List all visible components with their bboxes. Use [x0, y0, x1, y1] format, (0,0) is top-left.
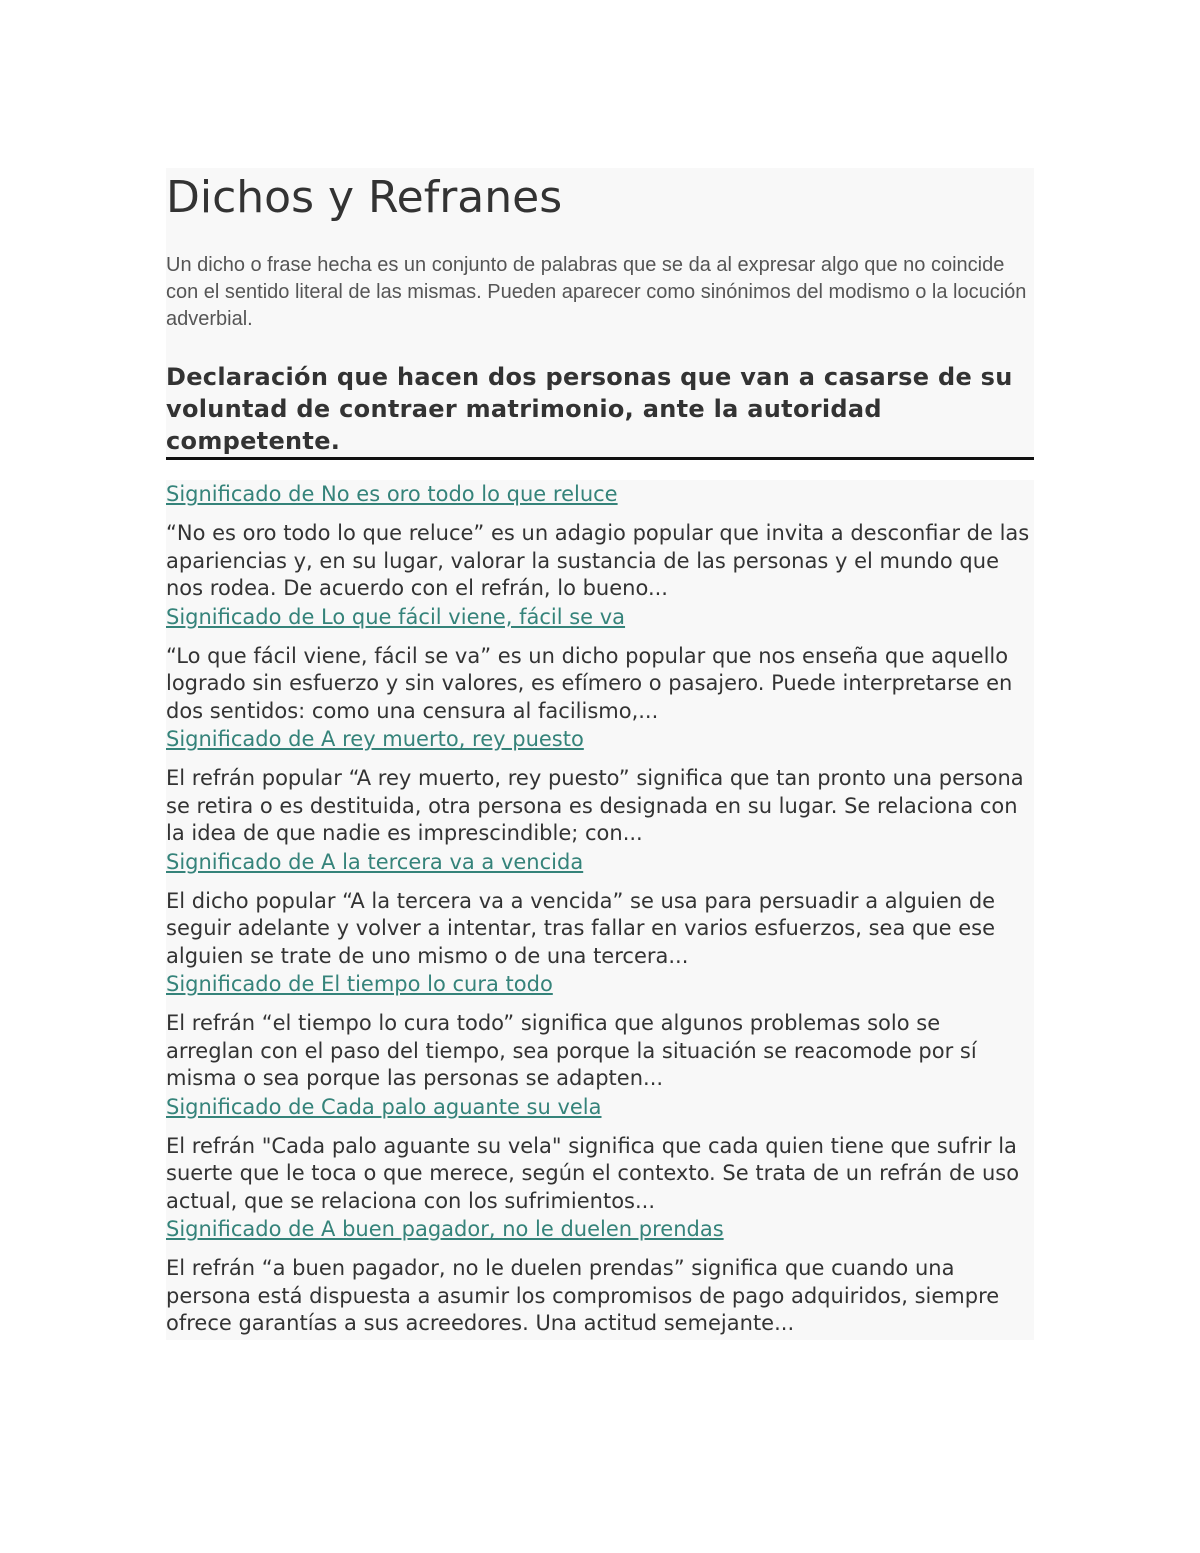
list-item	[166, 603, 1034, 726]
entry-link[interactable]: Significado de A rey muerto, rey puesto	[166, 727, 584, 751]
entries-list	[166, 480, 1034, 1340]
entry-link[interactable]: Significado de A buen pagador, no le duelen prendas	[166, 1217, 724, 1241]
entry-description: “Lo que fácil viene, fácil se va” es un dicho popular que nos enseña que aquello logrado sin esfuerzo y sin valores, es efímero o pasajero. Puede interpretarse en dos sentidos: como una censura al facilismo,...	[166, 643, 1013, 723]
header-section	[166, 168, 1034, 457]
entry-description: El refrán popular “A rey muerto, rey puesto” significa que tan pronto una persona se retira o es destituida, otra persona es designada en su lugar. Se relaciona con la idea de que nadie es imprescindible; con...	[166, 766, 1024, 845]
entry-link[interactable]: Significado de No es oro todo lo que reluce	[166, 482, 618, 506]
entry-link[interactable]: Significado de Lo que fácil viene, fácil se va	[166, 604, 626, 629]
list-item	[166, 970, 1034, 1093]
page-title: Dichos y Refranes	[166, 172, 563, 223]
list-item	[166, 848, 1034, 971]
entry-link[interactable]: Significado de El tiempo lo cura todo	[166, 972, 553, 996]
entry-description: El refrán “el tiempo lo cura todo” significa que algunos problemas solo se arreglan con el paso del tiempo, sea porque la situación se reacomode por sí misma o sea porque las personas se adapten...	[166, 1011, 977, 1090]
entry-description: El refrán “a buen pagador, no le duelen prendas” significa que cuando una persona está dispuesta a asumir los compromisos de pago adquiridos, siempre ofrece garantías a sus acreedores. Una actitud semejante...	[166, 1256, 1000, 1335]
entry-description: El refrán "Cada palo aguante su vela" significa que cada quien tiene que sufrir la suerte que le toca o que merece, según el contexto. Se trata de un refrán de uso actual, que se relaciona con los sufrimientos...	[166, 1133, 1020, 1213]
entry-description: El dicho popular “A la tercera va a vencida” se usa para persuadir a alguien de seguir adelante y volver a intentar, tras fallar en varios esfuerzos, sea que ese alguien se trate de uno mismo o de una tercera...	[166, 888, 996, 968]
document-page	[166, 168, 1034, 1340]
subtitle-heading: Declaración que hacen dos personas que van a casarse de su voluntad de contraer matrimonio, ante la autoridad competente.	[166, 363, 1013, 455]
list-item	[166, 480, 1034, 603]
list-item	[166, 1093, 1034, 1216]
list-item	[166, 725, 1034, 848]
list-item	[166, 1215, 1034, 1338]
intro-paragraph: Un dicho o frase hecha es un conjunto de palabras que se da al expresar algo que no coincide con el sentido literal de las mismas. Pueden aparecer como sinónimos del modismo o la locución adverbial.	[166, 254, 1027, 330]
entry-link[interactable]: Significado de A la tercera va a vencida	[166, 849, 584, 874]
entry-description: “No es oro todo lo que reluce” es un adagio popular que invita a desconfiar de las apariencias y, en su lugar, valorar la sustancia de las personas y el mundo que nos rodea. De acuerdo con el refrán, lo bueno...	[166, 521, 1030, 600]
section-divider	[166, 457, 1034, 460]
entry-link[interactable]: Significado de Cada palo aguante su vela	[166, 1094, 602, 1119]
